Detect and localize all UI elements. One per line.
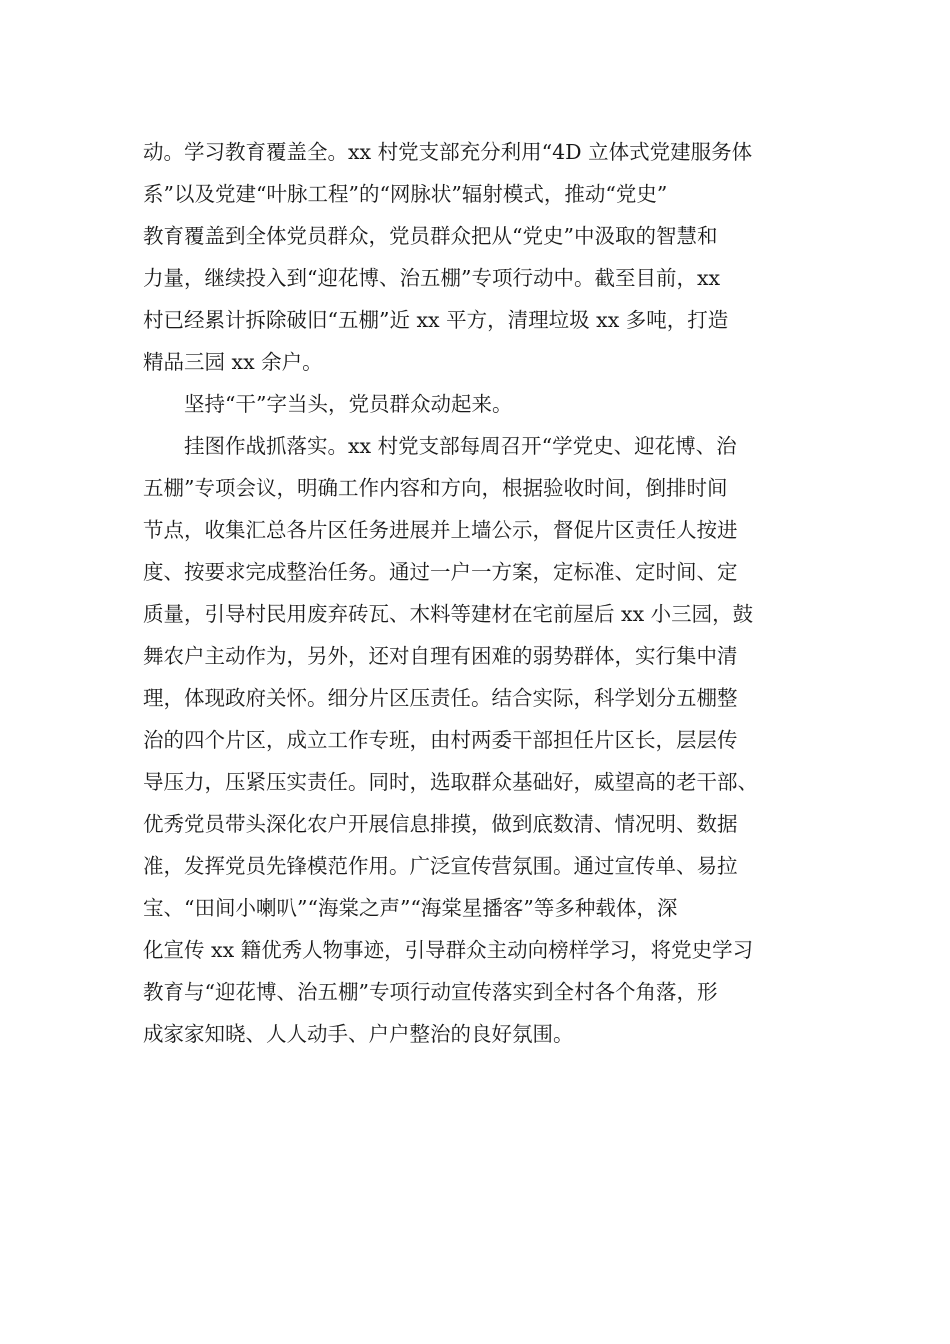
text-line: 质量，引导村民用废弃砖瓦、木料等建材在宅前屋后 xx 小三园，鼓 [143, 602, 754, 626]
text-line: 理，体现政府关怀。细分片区压责任。结合实际，科学划分五棚整 [143, 686, 738, 710]
text-line: 教育与“迎花博、治五棚”专项行动宣传落实到全村各个角落，形 [143, 980, 718, 1004]
text-line: 村已经累计拆除破旧“五棚”近 xx 平方，清理垃圾 xx 多吨，打造 [143, 308, 729, 332]
text-line: 宝、“田间小喇叭”“海棠之声”“海棠星播客”等多种载体，深 [143, 896, 678, 920]
text-line: 节点，收集汇总各片区任务进展并上墙公示，督促片区责任人按进 [143, 518, 738, 542]
paragraph-1 [143, 131, 823, 383]
text-line: 准，发挥党员先锋模范作用。广泛宣传营氛围。通过宣传单、易拉 [143, 854, 738, 878]
text-line: 治的四个片区，成立工作专班，由村两委干部担任片区长，层层传 [143, 728, 738, 752]
paragraph-3 [143, 425, 823, 1055]
text-line: 教育覆盖到全体党员群众，党员群众把从“党史”中汲取的智慧和 [143, 224, 718, 248]
document-body [143, 131, 823, 1055]
text-line: 系”以及党建“叶脉工程”的“网脉状”辐射模式，推动“党史” [143, 182, 668, 206]
text-line: 挂图作战抓落实。xx 村党支部每周召开“学党史、迎花博、治 [184, 434, 737, 458]
text-line: 优秀党员带头深化农户开展信息排摸，做到底数清、情况明、数据 [143, 812, 738, 836]
text-line: 精品三园 xx 余户。 [143, 350, 323, 374]
text-line: 坚持“干”字当头，党员群众动起来。 [184, 392, 513, 416]
text-line: 导压力，压紧压实责任。同时，选取群众基础好，威望高的老干部、 [143, 770, 758, 794]
text-line: 成家家知晓、人人动手、户户整治的良好氛围。 [143, 1022, 574, 1046]
paragraph-2-heading [143, 383, 823, 425]
text-line: 动。学习教育覆盖全。xx 村党支部充分利用“4D 立体式党建服务体 [143, 140, 753, 164]
text-line: 化宣传 xx 籍优秀人物事迹，引导群众主动向榜样学习，将党史学习 [143, 938, 754, 962]
text-line: 舞农户主动作为，另外，还对自理有困难的弱势群体，实行集中清 [143, 644, 738, 668]
text-line: 五棚”专项会议，明确工作内容和方向，根据验收时间，倒排时间 [143, 476, 728, 500]
text-line: 力量，继续投入到“迎花博、治五棚”专项行动中。截至目前，xx [143, 266, 721, 290]
text-line: 度、按要求完成整治任务。通过一户一方案，定标准、定时间、定 [143, 560, 738, 584]
